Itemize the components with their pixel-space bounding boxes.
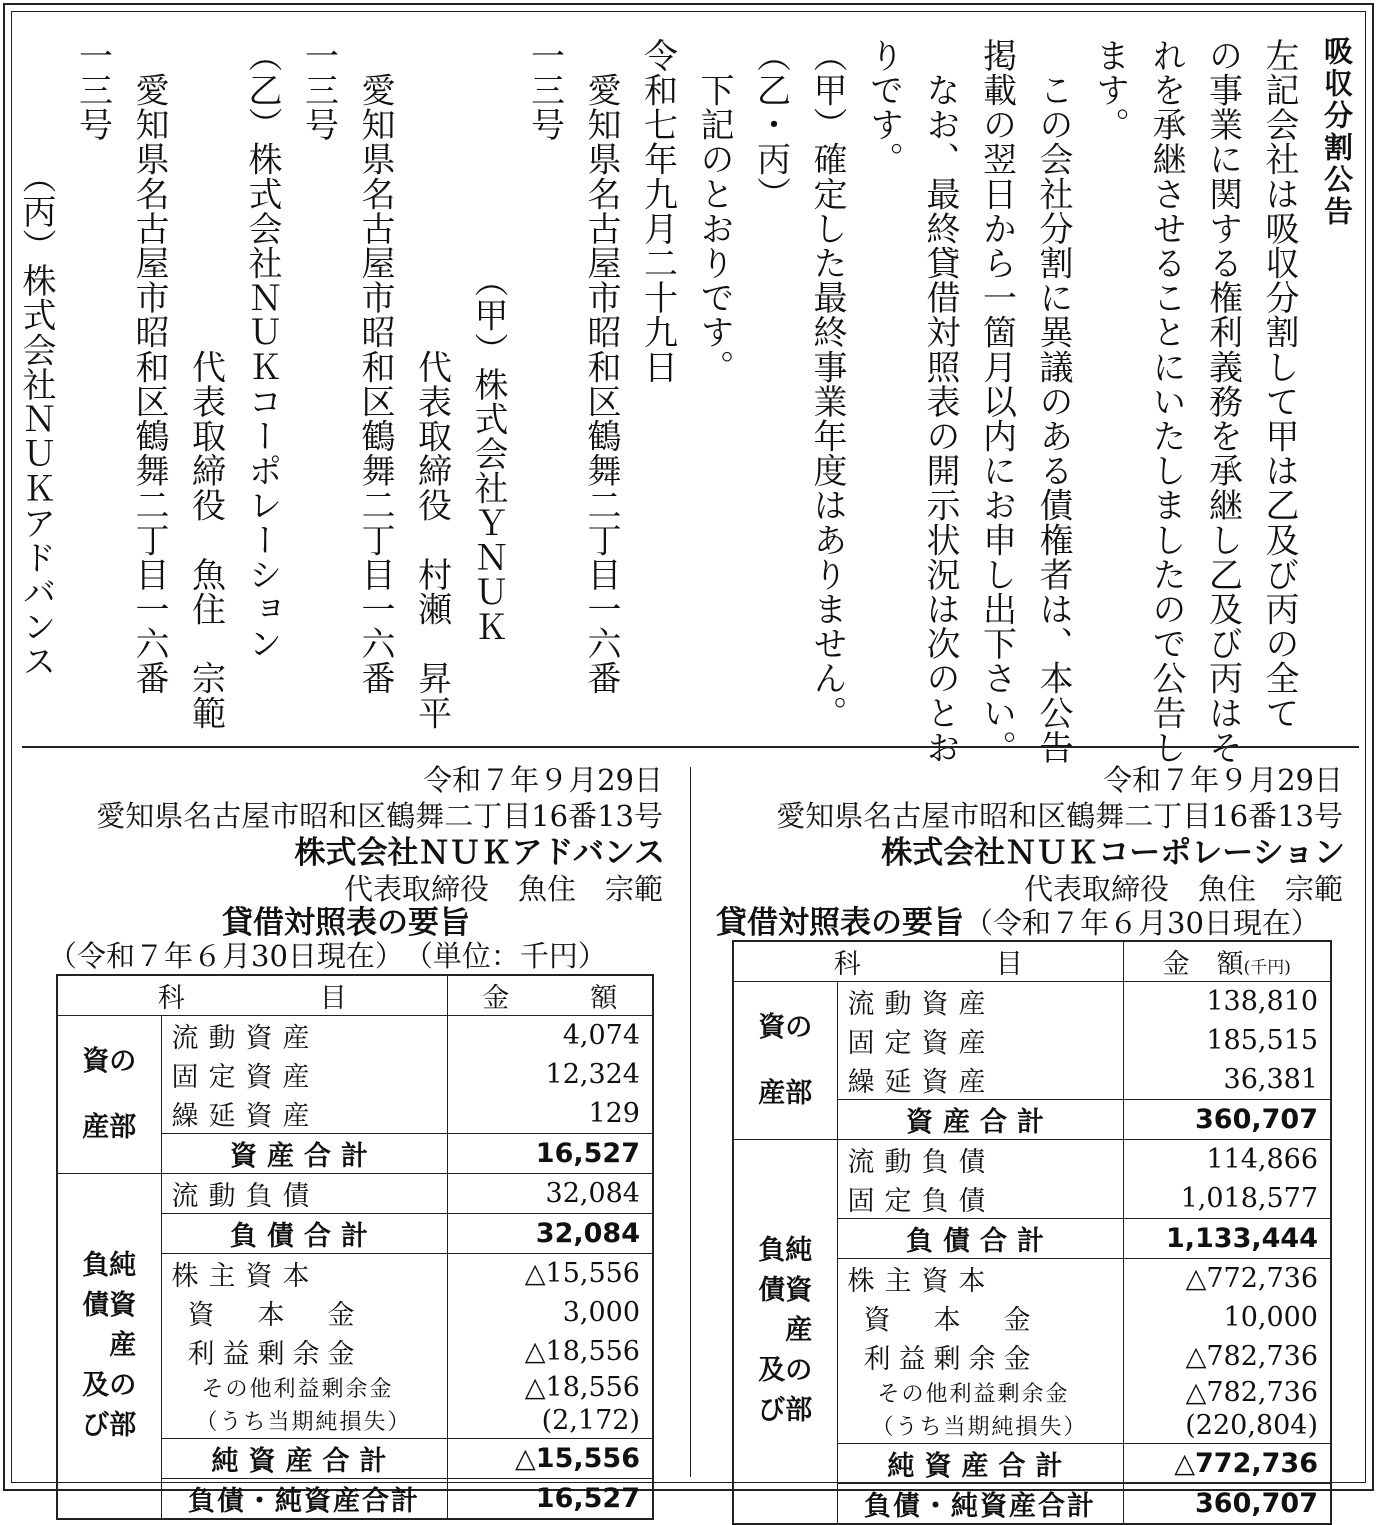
right-retained-value: △782,736 — [1123, 1337, 1331, 1376]
right-assets-label-1: 資の — [758, 1011, 813, 1043]
left-retained: 利益剰余金 — [161, 1332, 447, 1371]
left-liab-label-3: 産 — [82, 1329, 137, 1361]
right-total-assets: 資産合計 — [837, 1100, 1123, 1140]
right-net-loss-value: (220,804) — [1123, 1409, 1331, 1443]
left-net-loss: （うち当期純損失） — [161, 1404, 447, 1438]
left-assets-section — [57, 1016, 161, 1174]
right-current-assets-value: 138,810 — [1123, 982, 1331, 1022]
right-deferred-assets: 繰延資産 — [837, 1060, 1123, 1100]
left-equity: 株主資本 — [161, 1254, 447, 1294]
left-header-amount: 金 額 — [447, 975, 653, 1016]
left-capital-value: 3,000 — [447, 1293, 653, 1332]
notice-column: 愛知県名古屋市昭和区鶴舞二丁目一六番 — [129, 38, 169, 696]
notice-column: 令和七年九月二十九日 — [637, 38, 678, 384]
right-net-loss: （うち当期純損失） — [837, 1409, 1123, 1443]
left-address: 愛知県名古屋市昭和区鶴舞二丁目16番13号 — [96, 799, 663, 833]
left-assets-label-2: 産部 — [82, 1111, 137, 1143]
left-company-name: 株式会社ＮＵＫアドバンス — [294, 835, 665, 871]
right-liab-label-1: 負純 — [758, 1235, 813, 1267]
notice-column: （丙）株式会社ＮＵＫアドバンス — [16, 38, 56, 679]
left-net-loss-value: (2,172) — [447, 1404, 653, 1438]
left-total-assets-value: 16,527 — [447, 1134, 653, 1174]
right-fixed-liab: 固定負債 — [837, 1179, 1123, 1219]
right-bs-title-line — [716, 906, 1320, 940]
left-other-retained-value: △18,556 — [447, 1371, 653, 1404]
column-divider — [690, 767, 691, 1477]
notice-column: 左記会社は吸収分割して甲は乙及び丙の全て — [1259, 38, 1299, 730]
right-deferred-assets-value: 36,381 — [1123, 1060, 1331, 1100]
right-header-unit: (千円) — [1243, 958, 1291, 978]
right-current-liab-value: 114,866 — [1123, 1140, 1331, 1180]
right-liab-section — [733, 1140, 837, 1524]
right-retained: 利益剰余金 — [837, 1337, 1123, 1376]
notice-column: 愛知県名古屋市昭和区鶴舞二丁目一六番 — [355, 38, 395, 696]
section-divider — [22, 746, 1359, 748]
notice-column: 一三号 — [524, 38, 565, 142]
left-liab-section — [57, 1174, 161, 1519]
left-assets-label-1: 資の — [82, 1045, 137, 1077]
left-net-assets-value: △15,556 — [447, 1438, 653, 1478]
notice-column: 代表取締役 魚住 宗範 — [185, 38, 226, 730]
right-other-retained: その他利益剰余金 — [837, 1376, 1123, 1409]
right-net-assets-value: △772,736 — [1123, 1443, 1331, 1483]
notice-column: 代表取締役 村瀬 昇平 — [411, 38, 452, 730]
left-other-retained: その他利益剰余金 — [161, 1371, 447, 1404]
left-total-liab-value: 32,084 — [447, 1214, 653, 1254]
right-fixed-assets: 固定資産 — [837, 1021, 1123, 1060]
notice-title: 吸収分割公告 — [1320, 36, 1354, 228]
notice-column: ます。 — [1089, 38, 1130, 142]
left-deferred-assets-value: 129 — [447, 1094, 653, 1134]
right-header-amount-cell — [1123, 941, 1331, 982]
left-total-le: 負債・純資産合計 — [161, 1478, 447, 1519]
right-equity-value: △772,736 — [1123, 1259, 1331, 1299]
left-fixed-assets: 固定資産 — [161, 1055, 447, 1094]
right-total-le: 負債・純資産合計 — [837, 1483, 1123, 1524]
right-current-assets: 流動資産 — [837, 982, 1123, 1022]
right-fixed-assets-value: 185,515 — [1123, 1021, 1331, 1060]
right-capital-value: 10,000 — [1123, 1298, 1331, 1337]
left-current-assets-value: 4,074 — [447, 1016, 653, 1056]
right-capital: 資 本 金 — [837, 1298, 1123, 1337]
right-liab-label-3: 産 — [758, 1315, 813, 1347]
notice-column: （乙・丙） — [750, 38, 791, 211]
right-representative: 代表取締役 魚住 宗範 — [1023, 872, 1343, 906]
left-liab-label-5: び部 — [82, 1409, 137, 1441]
right-fixed-liab-value: 1,018,577 — [1123, 1179, 1331, 1219]
notice-column: この会社分割に異議のある債権者は、本公告 — [1033, 38, 1073, 765]
right-date: 令和７年９月29日 — [1103, 763, 1343, 797]
left-date: 令和７年９月29日 — [423, 763, 663, 797]
right-liab-label-5: び部 — [758, 1395, 813, 1427]
left-header-item: 科 目 — [57, 975, 447, 1016]
notice-column: れを承継させることにいたしましたので公告し — [1146, 38, 1186, 765]
right-net-assets: 純資産合計 — [837, 1443, 1123, 1483]
left-representative: 代表取締役 魚住 宗範 — [343, 872, 663, 906]
left-fixed-assets-value: 12,324 — [447, 1055, 653, 1094]
right-total-liab-value: 1,133,444 — [1123, 1219, 1331, 1259]
left-bs-title: 貸借対照表の要旨 — [222, 905, 470, 941]
left-equity-value: △15,556 — [447, 1254, 653, 1294]
left-current-assets: 流動資産 — [161, 1016, 447, 1056]
right-total-le-value: 360,707 — [1123, 1483, 1331, 1524]
left-retained-value: △18,556 — [447, 1332, 653, 1371]
left-deferred-assets: 繰延資産 — [161, 1094, 447, 1134]
notice-column: （甲）確定した最終事業年度はありません。 — [807, 38, 847, 730]
right-header-item: 科 目 — [733, 941, 1123, 982]
left-liab-label-1: 負純 — [82, 1249, 137, 1281]
notice-column: の事業に関する権利義務を承継し乙及び丙はそ — [1202, 38, 1243, 765]
left-liab-label-4: 及の — [82, 1369, 137, 1401]
right-bs-date: （令和７年６月30日現在） — [964, 906, 1320, 940]
right-equity: 株主資本 — [837, 1259, 1123, 1299]
left-net-assets: 純資産合計 — [161, 1438, 447, 1478]
left-current-liab-value: 32,084 — [447, 1174, 653, 1214]
right-other-retained-value: △782,736 — [1123, 1376, 1331, 1409]
left-total-le-value: 16,527 — [447, 1478, 653, 1519]
left-total-assets: 資産合計 — [161, 1134, 447, 1174]
notice-column: 愛知県名古屋市昭和区鶴舞二丁目一六番 — [581, 38, 621, 696]
left-balance-sheet — [56, 974, 654, 1520]
right-bs-title: 貸借対照表の要旨 — [716, 905, 964, 941]
right-liab-label-4: 及の — [758, 1355, 813, 1387]
left-capital: 資 本 金 — [161, 1293, 447, 1332]
right-balance-sheet — [732, 940, 1332, 1525]
right-current-liab: 流動負債 — [837, 1140, 1123, 1180]
left-bs-date-unit: （令和７年６月30日現在） （単位：千円） — [48, 939, 607, 973]
notice-column: なお、最終貸借対照表の開示状況は次のとお — [920, 38, 960, 765]
right-total-liab: 負債合計 — [837, 1219, 1123, 1259]
left-current-liab: 流動負債 — [161, 1174, 447, 1214]
notice-column: りです。 — [863, 38, 904, 177]
right-liab-label-2: 債資 — [758, 1275, 813, 1307]
notice-column: 下記のとおりです。 — [694, 38, 734, 384]
right-assets-label-2: 産部 — [758, 1077, 813, 1109]
left-total-liab: 負債合計 — [161, 1214, 447, 1254]
right-total-assets-value: 360,707 — [1123, 1100, 1331, 1140]
notice-column: 掲載の翌日から一箇月以内にお申し出下さい。 — [976, 38, 1017, 765]
right-company-name: 株式会社ＮＵＫコーポレーション — [881, 835, 1345, 871]
right-address: 愛知県名古屋市昭和区鶴舞二丁目16番13号 — [776, 799, 1343, 833]
notice-column: （乙）株式会社ＮＵＫコーポレーション — [242, 38, 282, 661]
right-header-amount: 金 額 — [1162, 949, 1244, 980]
right-assets-section — [733, 982, 837, 1140]
left-liab-label-2: 債資 — [82, 1289, 137, 1321]
notice-column: （甲）株式会社ＹＮＵＫ — [468, 38, 508, 644]
notice-column: 一三号 — [72, 38, 113, 142]
notice-column: 一三号 — [298, 38, 339, 142]
